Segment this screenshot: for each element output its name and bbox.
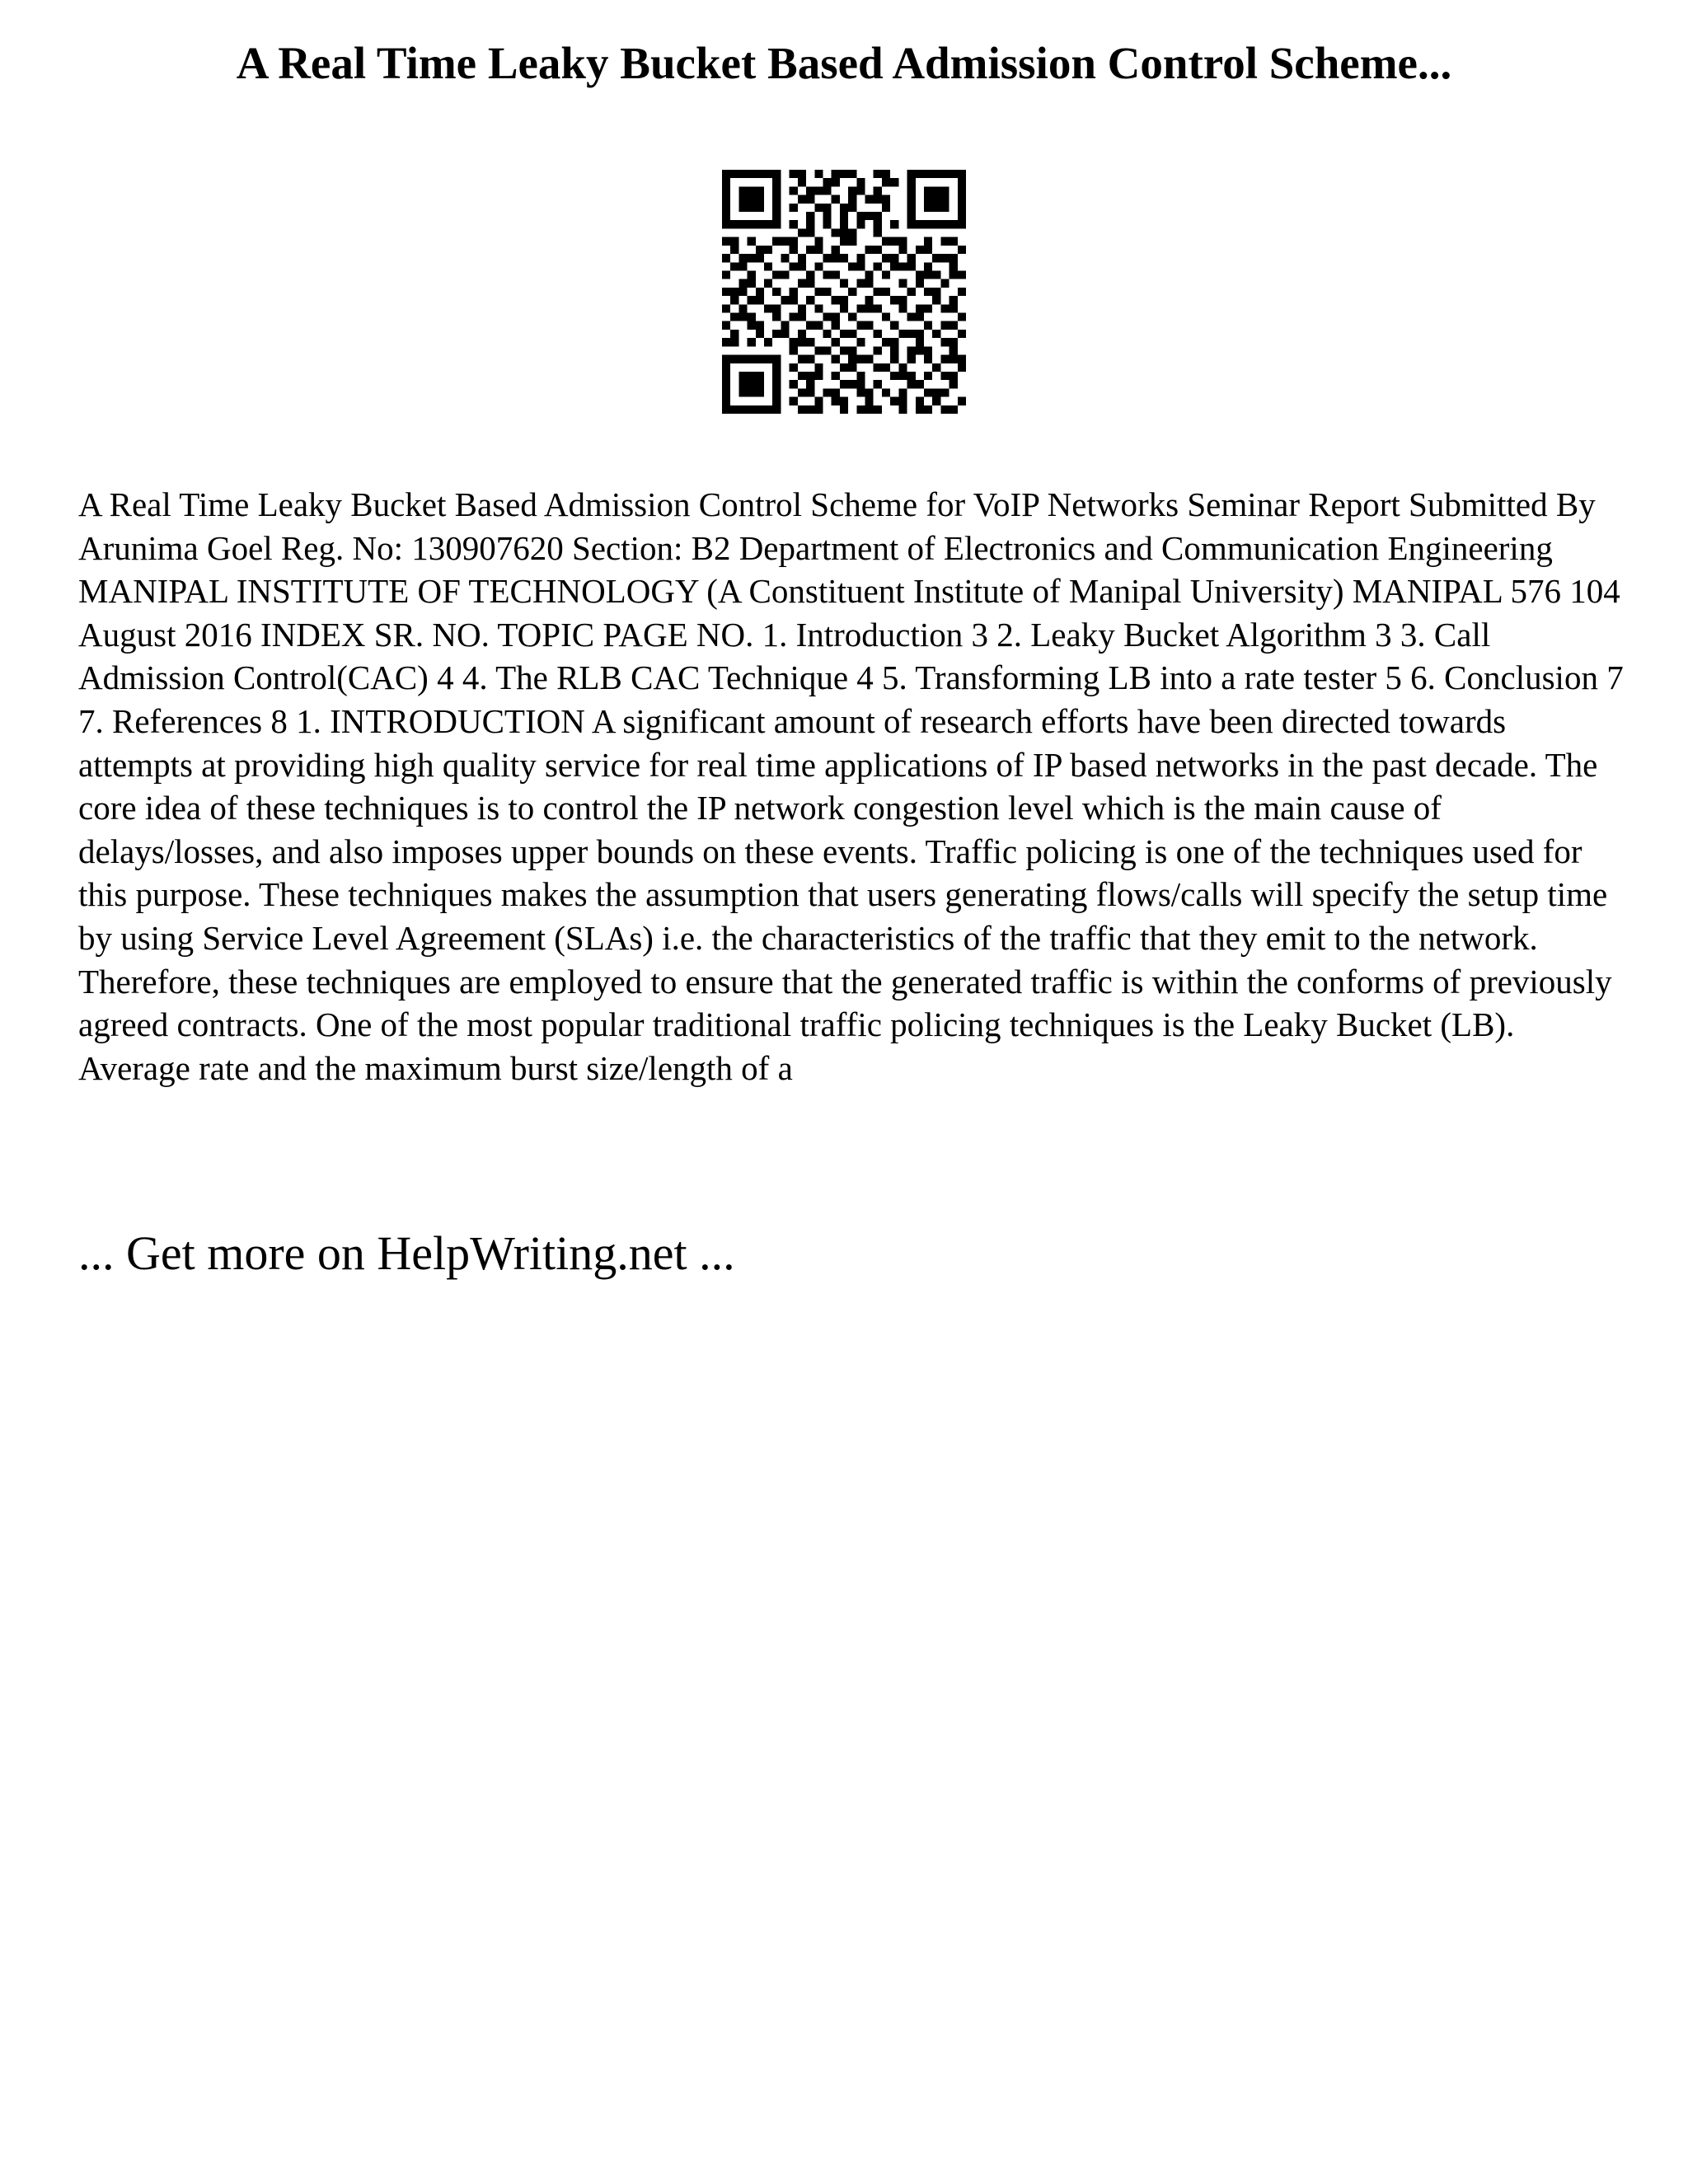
document-title: A Real Time Leaky Bucket Based Admission Control Scheme... xyxy=(236,38,1452,88)
qr-code-icon xyxy=(722,170,966,414)
document-body-text: A Real Time Leaky Bucket Based Admission Control Scheme for VoIP Networks Seminar Report Submitted By Arunima Goel Reg. No: 130907620 Section: B2 Department of Electronics and Communication Engineering MANIPAL INSTITUTE OF TECHNOLOGY (A Constituent Institute of Manipal University) MANIPAL 576 104 August 2016 INDEX SR. NO. TOPIC PAGE NO. 1. Introduction 3 2. Leaky Bucket Algorithm 3 3. Call Admission Control(CAC) 4 4. The RLB CAC Technique 4 5. Transforming LB into a rate tester 5 6. Conclusion 7 7. References 8 1. INTRODUCTION A significant amount of research efforts have been directed towards attempts at providing high quality service for real time applications of IP based networks in the past decade. The core idea of these techniques is to control the IP network congestion level which is the main cause of delays/losses, and also imposes upper bounds on these events. Traffic policing is one of the techniques used for this purpose. These techniques makes the assumption that users generating flows/calls will specify the setup time by using Service Level Agreement (SLAs) i.e. the characteristics of the traffic that they emit to the network. Therefore, these techniques are employed to ensure that the generated traffic is within the conforms of previously agreed contracts. One of the most popular traditional traffic policing techniques is the Leaky Bucket (LB). Average rate and the maximum burst size/length of a xyxy=(78,485,1624,1087)
get-more-link[interactable]: ... Get more on HelpWriting.net ... xyxy=(78,1226,735,1280)
